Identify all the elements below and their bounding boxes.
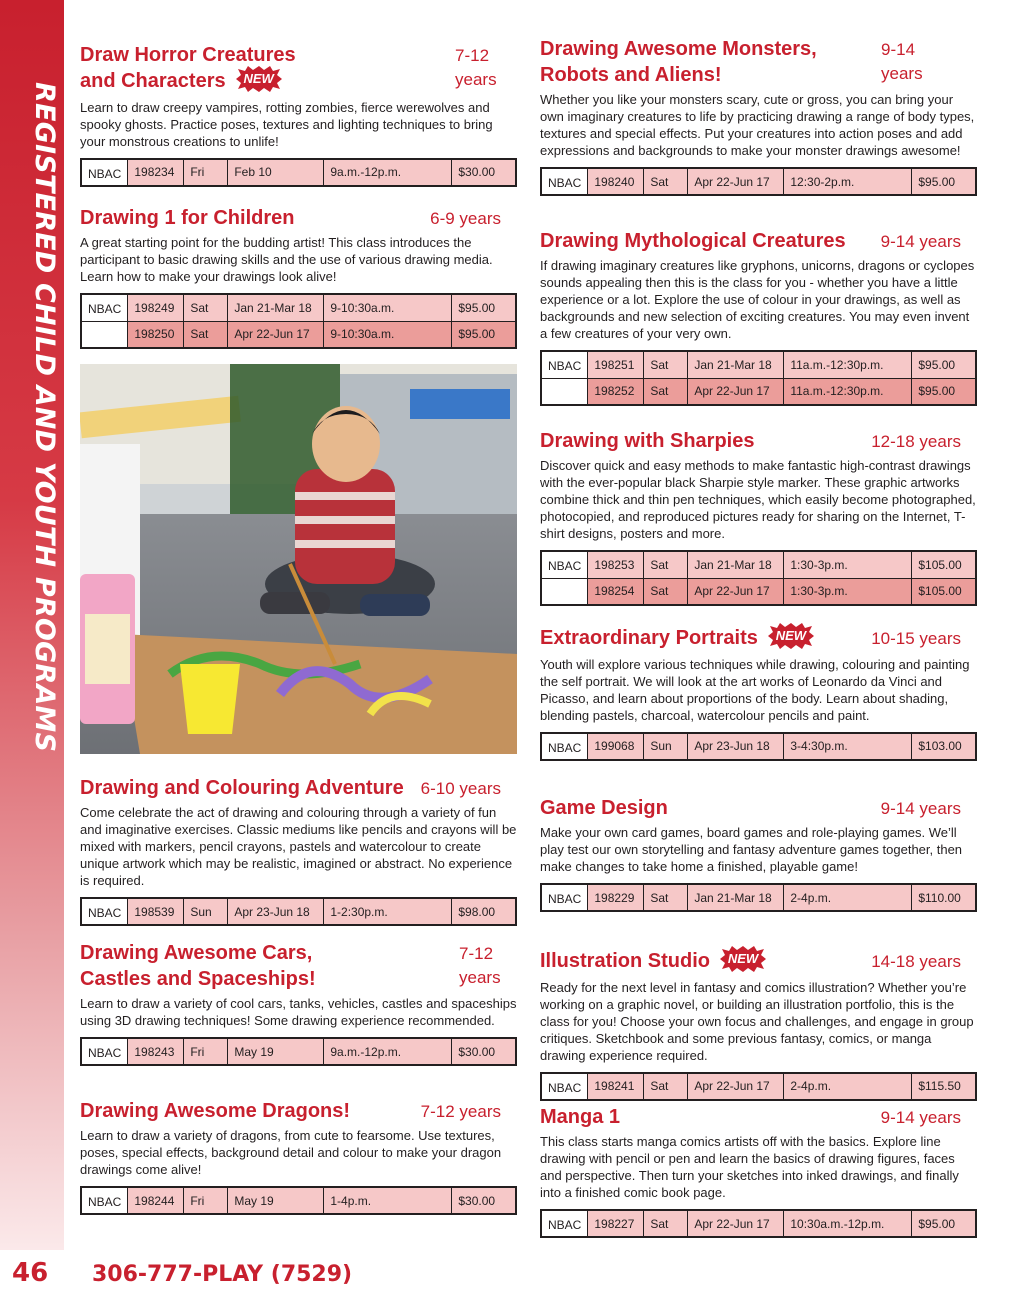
course-header [540,1104,977,1130]
course-code-cell: 198240 [588,168,644,195]
date-cell: Jan 21-Mar 18 [688,551,784,578]
course-header [540,428,977,454]
new-badge: NEW [718,946,768,972]
age-range: 7-12 years [459,944,501,987]
schedule-row [81,321,516,348]
course-code-cell: 198249 [128,294,184,321]
course-block [80,940,517,1066]
schedule-row [81,294,516,321]
course-code-cell: 198251 [588,351,644,378]
schedule-row [541,1210,976,1237]
course-title: Drawing Mythological Creatures [540,230,846,252]
photo-illustration [80,364,517,754]
course-code-cell: 198243 [128,1038,184,1065]
course-code-cell: 198254 [588,578,644,605]
course-description: A great starting point for the budding artist! This class introduces the participant to basic drawing skills and the use of various drawing media. Learn how to make your drawings look alive! [80,235,493,284]
time-cell: 1-4p.m. [324,1187,452,1214]
course-header [80,775,517,801]
course-draw-horror-creatures-and-characters [80,42,517,187]
course-header [540,228,977,254]
course-title: Manga 1 [540,1106,621,1128]
course-drawing-with-sharpies [540,428,977,606]
new-badge: NEW [234,66,284,92]
course-header [540,625,977,653]
schedule-row [541,1073,976,1100]
date-cell: Feb 10 [228,159,324,186]
time-cell: 9-10:30a.m. [324,294,452,321]
location-cell: NBAC [541,1210,588,1237]
course-block [540,1104,977,1238]
course-extraordinary-portraits [540,625,977,761]
course-drawing-mythological-creatures [540,228,977,406]
course-description: Ready for the next level in fantasy and comics illustration? Whether you’re working on a graphic novel, or building an illustration portfolio, this is the class for you! Choose your own focus and challenges, and engage in group critiques. Sketchbook and some previous fantasy, comics, or manga drawing experience required. [540,979,974,1063]
course-title: Drawing and Colouring Adventure [80,777,404,799]
course-title: Drawing Awesome Cars, Castles and Spaceships! [80,942,316,990]
course-code-cell: 199068 [588,733,644,760]
course-header [80,42,497,96]
time-cell: 9a.m.-12p.m. [324,159,452,186]
course-block [540,36,977,196]
price-cell: $30.00 [452,1187,516,1214]
course-drawing-1-for-children [80,205,517,349]
time-cell: 2-4p.m. [784,1073,912,1100]
date-cell: May 19 [228,1187,324,1214]
price-cell: $95.00 [912,1210,976,1237]
schedule-table [540,167,977,196]
course-code-cell: 198539 [128,898,184,925]
date-cell: Apr 22-Jun 17 [688,578,784,605]
schedule-table [80,1037,517,1066]
course-description: Learn to draw a variety of cool cars, tanks, vehicles, castles and spaceships using 3D drawing techniques! Some drawing experience recommended. [80,996,517,1028]
time-cell: 1-2:30p.m. [324,898,452,925]
day-cell: Fri [184,1038,228,1065]
price-cell: $30.00 [452,1038,516,1065]
course-game-design [540,795,977,912]
sidebar-title: REGISTERED CHILD AND YOUTH PROGRAMS [29,82,60,753]
course-title: Drawing Awesome Monsters, Robots and Aliens! [540,38,817,86]
course-block [540,428,977,606]
page-number: 46 [12,1258,49,1288]
course-code-cell: 198229 [588,884,644,911]
course-code-cell: 198250 [128,321,184,348]
course-header [540,948,977,976]
location-cell [541,378,588,405]
photo-child-painting [80,364,517,754]
location-cell: NBAC [541,351,588,378]
location-cell: NBAC [541,168,588,195]
time-cell: 11a.m.-12:30p.m. [784,351,912,378]
price-cell: $95.00 [912,168,976,195]
time-cell: 11a.m.-12:30p.m. [784,378,912,405]
price-cell: $105.00 [912,578,976,605]
course-description: Make your own card games, board games and role-playing games. We’ll play test our own storytelling and fantasy adventure games together, then make changes to take home a finished, playable game! [540,825,963,874]
course-description: Learn to draw creepy vampires, rotting zombies, fierce werewolves and spooky ghosts. Practice poses, textures and lighting techniques to bring your monstrous creations to unlife! [80,99,493,149]
schedule-table [540,550,977,606]
schedule-row [81,1187,516,1214]
course-description: This class starts manga comics artists off with the basics. Explore line drawing with pencil or pen and learn the basics of drawing figures, faces and perspective. Then turn your sketches into inked drawings, and finally into a finished comic book page. [540,1134,959,1200]
schedule-row [81,1038,516,1065]
course-drawing-awesome-monsters-robots-and-aliens [540,36,977,196]
location-cell [541,578,588,605]
sidebar-band [0,0,64,1250]
schedule-table [540,350,977,406]
schedule-row [541,351,976,378]
course-description: Discover quick and easy methods to make fantastic high-contrast drawings with the ever-popular black Sharpie style marker. These graphic artworks combine thick and thin pen techniques, which easily become photographed, photocopied, and reproduced pictures ready for sharing on the Internet, T-shirt designs, posters and more. [540,458,976,541]
course-header [540,795,977,821]
schedule-table [80,158,517,187]
age-range: 9-14 years [881,40,923,83]
date-cell: Jan 21-Mar 18 [228,294,324,321]
price-cell: $95.00 [452,294,516,321]
schedule-table [540,1209,977,1238]
course-block [540,795,977,912]
date-cell: Apr 22-Jun 17 [688,1210,784,1237]
course-title: Game Design [540,797,668,819]
date-cell: Apr 22-Jun 17 [688,168,784,195]
location-cell: NBAC [81,1038,128,1065]
schedule-row [81,898,516,925]
age-range: 7-12 years [420,1102,501,1121]
course-title: Extraordinary Portraits [540,627,758,649]
course-block [80,205,517,349]
course-title: Draw Horror Creatures and Characters [80,44,296,92]
course-code-cell: 198253 [588,551,644,578]
course-code-cell: 198234 [128,159,184,186]
day-cell: Sat [184,294,228,321]
date-cell: Apr 22-Jun 17 [688,378,784,405]
day-cell: Sun [184,898,228,925]
course-drawing-awesome-cars-castles-and-spaceships [80,940,517,1066]
day-cell: Fri [184,1187,228,1214]
schedule-row [541,733,976,760]
price-cell: $98.00 [452,898,516,925]
price-cell: $95.00 [452,321,516,348]
schedule-row [541,884,976,911]
course-title: Drawing with Sharpies [540,430,755,452]
date-cell: Jan 21-Mar 18 [688,884,784,911]
price-cell: $110.00 [912,884,976,911]
location-cell: NBAC [81,898,128,925]
course-illustration-studio [540,948,977,1101]
time-cell: 10:30a.m.-12p.m. [784,1210,912,1237]
date-cell: Jan 21-Mar 18 [688,351,784,378]
age-range: 12-18 years [871,432,961,451]
course-block [80,42,517,187]
age-range: 6-10 years [420,779,501,798]
date-cell: Apr 23-Jun 18 [688,733,784,760]
age-range: 7-12 years [455,46,497,89]
course-code-cell: 198252 [588,378,644,405]
location-cell: NBAC [541,733,588,760]
course-drawing-and-colouring-adventure [80,775,517,926]
course-description: Come celebrate the act of drawing and colouring through a variety of fun and imaginative exercises. Classic mediums like pencils and crayons will be mixed with markers, pencil crayons, pastels and watercolour to create unique artwork which may be realistic, imagined or abstract. No experience is required. [80,805,517,888]
course-description: If drawing imaginary creatures like gryphons, unicorns, dragons or cyclopes sounds appealing then this is the class for you - whether you have a little experience or a lot. Explore the use of colour in your drawings, as well as backgrounds and new selection of exciting creatures. You may even invent a few creatures of your very own. [540,258,975,341]
course-block [80,1098,517,1215]
day-cell: Sat [644,551,688,578]
schedule-table [80,897,517,926]
price-cell: $95.00 [912,378,976,405]
schedule-row [541,168,976,195]
time-cell: 9-10:30a.m. [324,321,452,348]
schedule-table [540,732,977,761]
location-cell: NBAC [81,294,128,321]
course-description: Youth will explore various techniques while drawing, colouring and painting the self portrait. We will look at the art works of Leonardo da Vinci and Picasso, and learn about proportions of the body. Learn about shading, blending pastels, charcoal, watercolour pencils and paint. [540,656,970,723]
course-header [80,940,501,992]
age-range: 9-14 years [880,799,961,818]
date-cell: Apr 23-Jun 18 [228,898,324,925]
schedule-row [541,578,976,605]
schedule-table [540,1072,977,1101]
course-block [540,948,977,1101]
schedule-table [540,883,977,912]
age-range: 10-15 years [871,629,961,648]
time-cell: 1:30-3p.m. [784,578,912,605]
price-cell: $95.00 [912,351,976,378]
day-cell: Fri [184,159,228,186]
price-cell: $115.50 [912,1073,976,1100]
time-cell: 3-4:30p.m. [784,733,912,760]
day-cell: Sat [644,378,688,405]
course-title: Drawing 1 for Children [80,207,295,229]
schedule-row [541,378,976,405]
age-range: 9-14 years [880,232,961,251]
age-range: 14-18 years [871,952,961,971]
course-description: Whether you like your monsters scary, cute or gross, you can bring your own imaginary creatures to life by practicing drawing a range of body types, textures and special effects. Put your creatures into action poses and add expressions and backgrounds to make your monster drawings awesome! [540,92,975,158]
day-cell: Sat [644,1073,688,1100]
date-cell: May 19 [228,1038,324,1065]
course-header [80,1098,517,1124]
course-block [540,228,977,406]
course-title: Drawing Awesome Dragons! [80,1100,351,1122]
course-block [80,775,517,926]
schedule-table [80,1186,517,1215]
new-badge: NEW [766,623,816,649]
day-cell: Sat [644,168,688,195]
course-description: Learn to draw a variety of dragons, from cute to fearsome. Use textures, poses, special effects, background detail and colour to make your dragon drawings come alive! [80,1128,502,1177]
course-code-cell: 198244 [128,1187,184,1214]
age-range: 9-14 years [880,1108,961,1127]
location-cell [81,321,128,348]
location-cell: NBAC [541,551,588,578]
time-cell: 2-4p.m. [784,884,912,911]
day-cell: Sat [644,884,688,911]
phone-number: 306-777-PLAY (7529) [92,1262,353,1287]
day-cell: Sat [644,1210,688,1237]
course-header [540,36,923,88]
course-manga-1 [540,1104,977,1238]
date-cell: Apr 22-Jun 17 [688,1073,784,1100]
location-cell: NBAC [81,159,128,186]
course-drawing-awesome-dragons [80,1098,517,1215]
time-cell: 1:30-3p.m. [784,551,912,578]
day-cell: Sat [644,578,688,605]
date-cell: Apr 22-Jun 17 [228,321,324,348]
location-cell: NBAC [541,884,588,911]
time-cell: 12:30-2p.m. [784,168,912,195]
course-code-cell: 198241 [588,1073,644,1100]
schedule-table [80,293,517,349]
course-title: Illustration Studio [540,950,710,972]
day-cell: Sun [644,733,688,760]
price-cell: $30.00 [452,159,516,186]
location-cell: NBAC [81,1187,128,1214]
course-block [540,625,977,761]
course-code-cell: 198227 [588,1210,644,1237]
day-cell: Sat [184,321,228,348]
price-cell: $103.00 [912,733,976,760]
course-header [80,205,517,231]
location-cell: NBAC [541,1073,588,1100]
price-cell: $105.00 [912,551,976,578]
schedule-row [541,551,976,578]
schedule-row [81,159,516,186]
age-range: 6-9 years [430,209,501,228]
time-cell: 9a.m.-12p.m. [324,1038,452,1065]
day-cell: Sat [644,351,688,378]
